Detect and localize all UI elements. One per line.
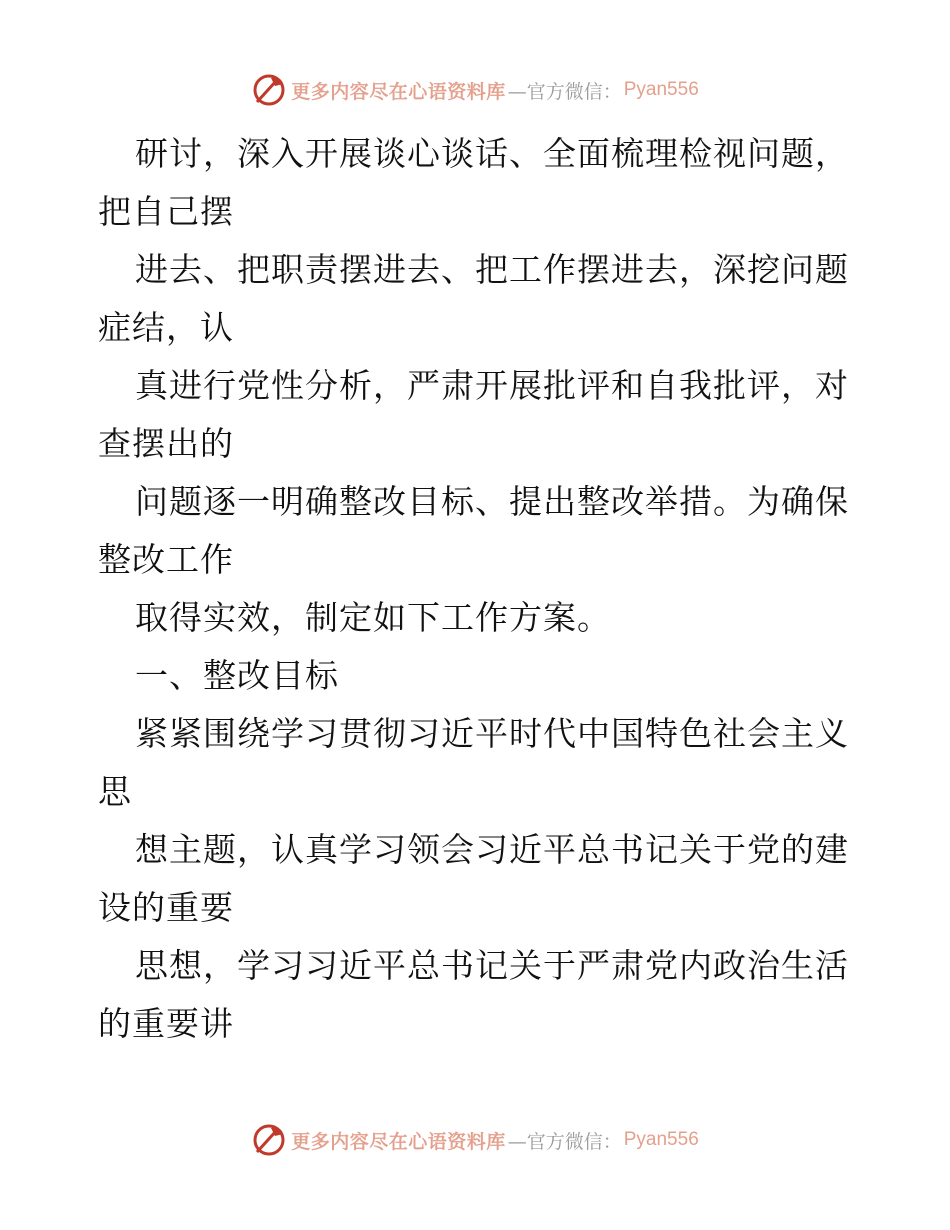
banner-contact-label: —官方微信： [507,80,622,103]
body-line: 思想，学习习近平总书记关于严肃党内政治生活 [135,946,849,985]
banner-title: 更多内容尽在心语资料库 [291,80,506,103]
quill-seal-icon [251,72,287,108]
banner-contact-label: —官方微信： [507,1130,622,1153]
footer-banner [0,1120,950,1160]
body-line: 紧紧围绕学习贯彻习近平时代中国特色社会主义 [135,714,849,753]
banner-title: 更多内容尽在心语资料库 [291,1130,506,1153]
banner-wechat-id: Pyan556 [623,79,699,100]
body-line: 把自己摆 [98,192,234,231]
body-line: 进去、把职责摆进去、把工作摆进去，深挖问题 [135,250,849,289]
body-line: 设的重要 [98,888,234,927]
quill-seal-icon [251,1122,287,1158]
body-line: 真进行党性分析，严肃开展批评和自我批评，对 [135,366,849,405]
body-line: 想主题，认真学习领会习近平总书记关于党的建 [135,830,849,869]
body-line: 取得实效，制定如下工作方案。 [135,598,611,637]
body-line: 问题逐一明确整改目标、提出整改举措。为确保 [135,482,849,521]
body-line: 研讨，深入开展谈心谈话、全面梳理检视问题， [135,134,849,173]
body-line: 思 [98,772,132,811]
document-body [98,125,858,1053]
body-line: 查摆出的 [98,424,234,463]
section-heading: 一、整改目标 [135,656,339,695]
header-banner [0,70,950,110]
banner-wechat-id: Pyan556 [623,1129,699,1150]
body-line: 整改工作 [98,540,234,579]
body-line: 的重要讲 [98,1004,234,1043]
body-line: 症结，认 [98,308,234,347]
